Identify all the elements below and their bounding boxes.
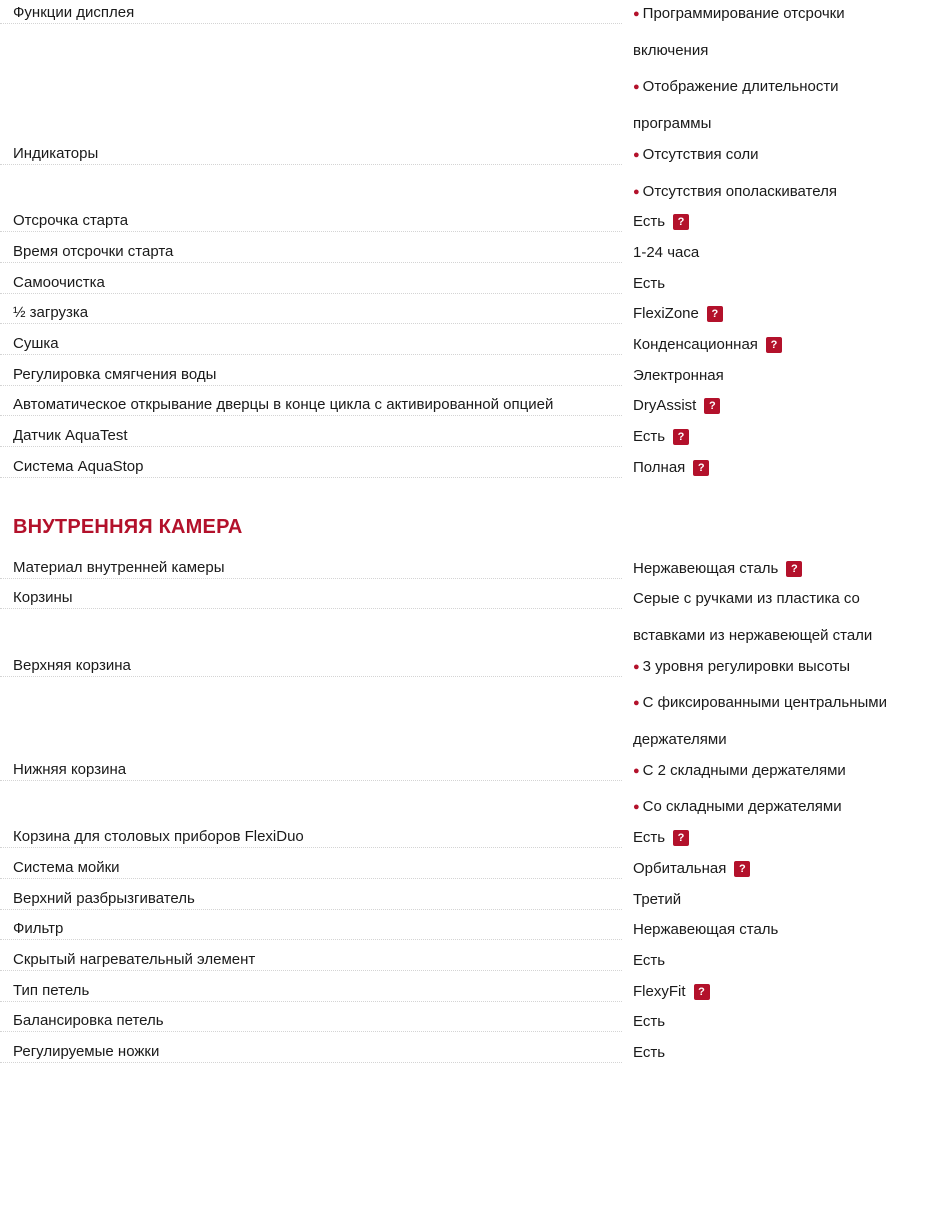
spec-value (633, 753, 936, 826)
help-icon[interactable]: ? (707, 306, 723, 322)
spec-value (633, 137, 936, 210)
spec-value-text: Полная (633, 458, 686, 476)
spec-label-cell (0, 364, 622, 386)
spec-label: Индикаторы (13, 143, 102, 165)
spec-value (633, 450, 936, 487)
spec-value (633, 0, 936, 143)
help-icon[interactable]: ? (786, 561, 802, 577)
spec-row (0, 2, 936, 143)
section-title: ВНУТРЕННЯЯ КАМЕРА (13, 515, 243, 538)
spec-value-line (633, 33, 928, 70)
spec-value-text: Есть (633, 213, 666, 231)
help-icon[interactable]: ? (734, 861, 750, 877)
spec-label: Материал внутренней камеры (13, 557, 228, 579)
spec-label-cell (0, 425, 622, 447)
spec-value-text: Есть (633, 951, 666, 969)
spec-label-cell (0, 826, 622, 848)
spec-value-text: Есть (633, 428, 666, 446)
spec-label-cell (0, 302, 622, 324)
spec-label: ½ загрузка (13, 302, 92, 324)
spec-value-line (633, 69, 928, 106)
spec-label: Сушка (13, 333, 63, 355)
spec-row (0, 143, 936, 210)
spec-value-text: 3 уровня регулировки высоты (642, 657, 851, 675)
spec-label-cell (0, 333, 622, 355)
spec-value-text: Конденсационная (633, 336, 758, 354)
help-icon[interactable]: ? (673, 830, 689, 846)
bullet-icon: ● (633, 81, 640, 94)
spec-value-text: держателями (633, 731, 727, 749)
spec-value-text: Отображение длительности (642, 78, 839, 96)
spec-value-text: Есть (633, 1013, 666, 1031)
spec-label: Автоматическое открывание дверцы в конце цикла с активированной опцией (13, 394, 557, 416)
spec-row (0, 759, 936, 826)
spec-label-cell (0, 1041, 622, 1063)
spec-value-line (633, 137, 928, 174)
spec-row (0, 655, 936, 759)
spec-value-text: Нержавеющая сталь (633, 559, 779, 577)
spec-label: Балансировка петель (13, 1010, 168, 1032)
spec-value-text: Отсутствия ополаскивателя (642, 182, 837, 200)
spec-label: Самоочистка (13, 272, 109, 294)
spec-value-text: Серые с ручками из пластика со (633, 590, 860, 608)
spec-label-cell (0, 557, 622, 579)
help-icon[interactable]: ? (694, 984, 710, 1000)
spec-value-text: 1-24 часа (633, 243, 700, 261)
spec-value-line (633, 649, 928, 686)
spec-label: Верхний разбрызгиватель (13, 888, 199, 910)
bullet-icon: ● (633, 764, 640, 777)
spec-label-cell (0, 587, 622, 609)
spec-label-cell (0, 210, 622, 232)
spec-value-text: включения (633, 41, 709, 59)
spec-label-cell (0, 888, 622, 910)
help-icon[interactable]: ? (673, 214, 689, 230)
spec-label-cell (0, 394, 622, 416)
spec-label: Время отсрочки старта (13, 241, 177, 263)
spec-value-text: DryAssist (633, 397, 697, 415)
spec-value-text: Орбитальная (633, 859, 727, 877)
spec-label: Тип петель (13, 980, 93, 1002)
section-features (0, 2, 936, 487)
spec-label: Регулировка смягчения воды (13, 364, 220, 386)
help-icon[interactable]: ? (693, 460, 709, 476)
spec-label-cell (0, 949, 622, 971)
spec-value-text: С фиксированными центральными (642, 694, 887, 712)
spec-label-cell (0, 241, 622, 263)
bullet-icon: ● (633, 8, 640, 20)
spec-label: Датчик AquaTest (13, 425, 132, 447)
help-icon[interactable]: ? (673, 429, 689, 445)
bullet-icon: ● (633, 801, 640, 814)
spec-label-cell (0, 759, 622, 781)
spec-label: Нижняя корзина (13, 759, 130, 781)
help-icon[interactable]: ? (766, 337, 782, 353)
spec-row (0, 587, 936, 654)
spec-label: Система мойки (13, 857, 124, 879)
bullet-icon: ● (633, 660, 640, 673)
spec-value-text: Отсутствия соли (642, 145, 759, 163)
spec-label-cell (0, 1010, 622, 1032)
spec-value-text: Есть (633, 274, 666, 292)
spec-value-line (633, 685, 928, 722)
spec-label: Верхняя корзина (13, 655, 135, 677)
spec-label-cell (0, 456, 622, 478)
spec-value-line (633, 0, 928, 33)
spec-value-line (633, 450, 928, 487)
spec-label: Корзины (13, 587, 77, 609)
bullet-icon: ● (633, 185, 640, 198)
spec-value-text: Программирование отсрочки (642, 5, 845, 22)
spec-value-line (633, 1035, 928, 1072)
spec-label-cell (0, 272, 622, 294)
spec-value-text: FlexiZone (633, 305, 699, 323)
spec-label-cell (0, 2, 622, 24)
spec-label-cell (0, 980, 622, 1002)
spec-value-text: Есть (633, 829, 666, 847)
spec-label: Функции дисплея (13, 2, 138, 24)
bullet-icon: ● (633, 148, 640, 161)
spec-label-cell (0, 655, 622, 677)
spec-label: Скрытый нагревательный элемент (13, 949, 259, 971)
spec-label: Система AquaStop (13, 456, 147, 478)
spec-value-line (633, 581, 928, 618)
spec-value-text: Электронная (633, 366, 724, 384)
spec-label: Регулируемые ножки (13, 1041, 163, 1063)
spec-label: Фильтр (13, 918, 67, 940)
spec-value-line (633, 753, 928, 790)
spec-value-text: вставками из нержавеющей стали (633, 626, 873, 644)
spec-value-text: Нержавеющая сталь (633, 921, 779, 939)
spec-value (633, 649, 936, 759)
spec-value (633, 581, 936, 654)
spec-row (0, 456, 936, 487)
spec-value-text: Со складными держателями (642, 798, 842, 816)
spec-label-cell (0, 918, 622, 940)
spec-value (633, 1035, 936, 1072)
spec-label-cell (0, 143, 622, 165)
section-inner-chamber (0, 507, 936, 1072)
spec-label: Корзина для столовых приборов FlexiDuo (13, 826, 308, 848)
spec-value-text: программы (633, 115, 712, 133)
help-icon[interactable]: ? (704, 398, 720, 414)
spec-value-text: Третий (633, 890, 682, 908)
spec-label: Отсрочка старта (13, 210, 132, 232)
spec-row (0, 1041, 936, 1072)
spec-value-text: Есть (633, 1044, 666, 1062)
bullet-icon: ● (633, 697, 640, 710)
spec-label-cell (0, 857, 622, 879)
spec-value-text: С 2 складными держателями (642, 761, 846, 779)
spec-value-text: FlexyFit (633, 982, 686, 1000)
